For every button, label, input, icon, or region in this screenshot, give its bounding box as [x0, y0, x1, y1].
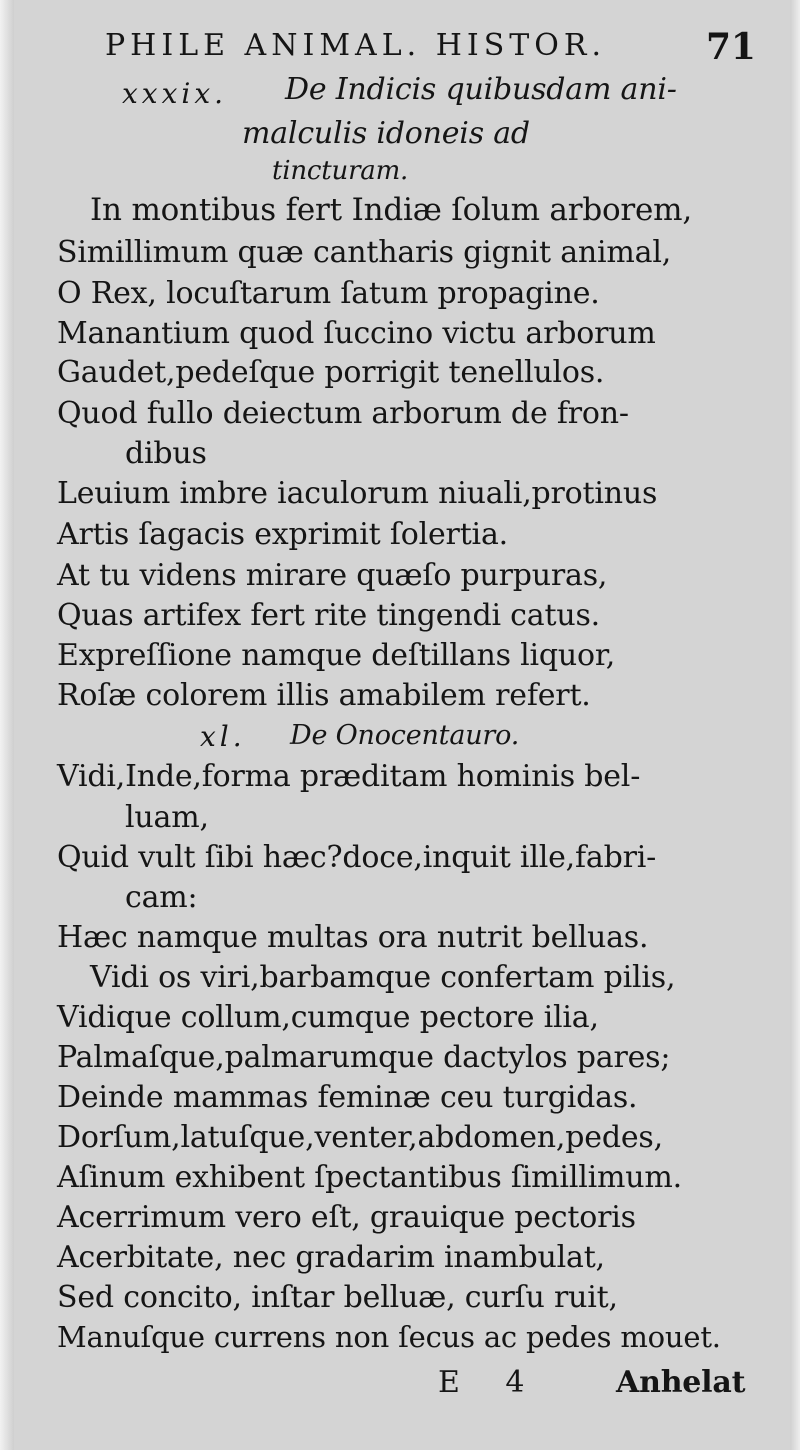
verse-line: Artis ſagacis exprimit ſolertia. — [57, 517, 508, 552]
verse-line: Dorſum,latuſque,venter,abdomen,pedes, — [57, 1120, 663, 1155]
catchword: Anhelat — [616, 1365, 746, 1400]
verse-line: Expreſſione namque deſtillans liquor, — [57, 638, 616, 673]
verse-line: Sed concito, inſtar belluæ, curſu ruit, — [57, 1280, 618, 1315]
verse-line: Vidi os viri,barbamque confertam pilis, — [90, 960, 676, 995]
verse-line: Deinde mammas feminæ ceu turgidas. — [57, 1080, 638, 1115]
chapter-number: xl. — [200, 720, 246, 753]
verse-line: cam: — [125, 880, 198, 915]
running-title: PHILE ANIMAL. HISTOR. — [105, 28, 606, 63]
verse-line: Acerrimum vero eſt, grauique pectoris — [57, 1200, 636, 1235]
chapter-title-line: De Onocentauro. — [290, 720, 520, 751]
verse-line: Quod fullo deiectum arborum de fron- — [57, 396, 629, 431]
verse-line: Vidi,Inde,forma præditam hominis bel- — [57, 759, 641, 794]
chapter-title-line: tincturam. — [272, 156, 409, 186]
verse-line: Manuſque currens non ſecus ac pedes mouet. — [57, 1320, 721, 1354]
verse-line: Vidique collum,cumque pectore ilia, — [57, 1000, 599, 1035]
chapter-number: xxxix. — [122, 77, 228, 110]
verse-line: Leuium imbre iaculorum niuali,protinus — [57, 476, 658, 511]
page-number: 71 — [706, 26, 756, 68]
verse-line: luam, — [125, 800, 209, 835]
verse-line: Manantium quod ſuccino victu arborum — [57, 316, 656, 351]
chapter-title-line: malculis idoneis ad — [242, 116, 530, 151]
signature-mark: E 4 — [438, 1365, 543, 1400]
verse-line: O Rex, locuſtarum ſatum propagine. — [57, 276, 600, 311]
verse-line: Quid vult ſibi hæc?doce,inquit ille,fabri- — [57, 840, 657, 875]
verse-line: In montibus fert Indiæ ſolum arborem, — [90, 192, 693, 228]
verse-line: Palmaſque,palmarumque dactylos pares; — [57, 1040, 671, 1075]
verse-line: Aſinum exhibent ſpectantibus ſimillimum. — [57, 1160, 682, 1195]
verse-line: Simillimum quæ cantharis gignit animal, — [57, 235, 672, 270]
verse-line: Quas artifex fert rite tingendi catus. — [57, 598, 600, 633]
verse-line: Acerbitate, nec gradarim inambulat, — [57, 1240, 605, 1275]
verse-line: At tu videns mirare quæſo purpuras, — [57, 558, 608, 593]
verse-line: Hæc namque multas ora nutrit belluas. — [57, 920, 649, 955]
chapter-title-line: De Indicis quibusdam ani- — [285, 72, 677, 107]
verse-line: Gaudet,pedeſque porrigit tenellulos. — [57, 355, 605, 390]
verse-line: Roſæ colorem illis amabilem refert. — [57, 678, 591, 713]
verse-line: dibus — [125, 436, 207, 471]
